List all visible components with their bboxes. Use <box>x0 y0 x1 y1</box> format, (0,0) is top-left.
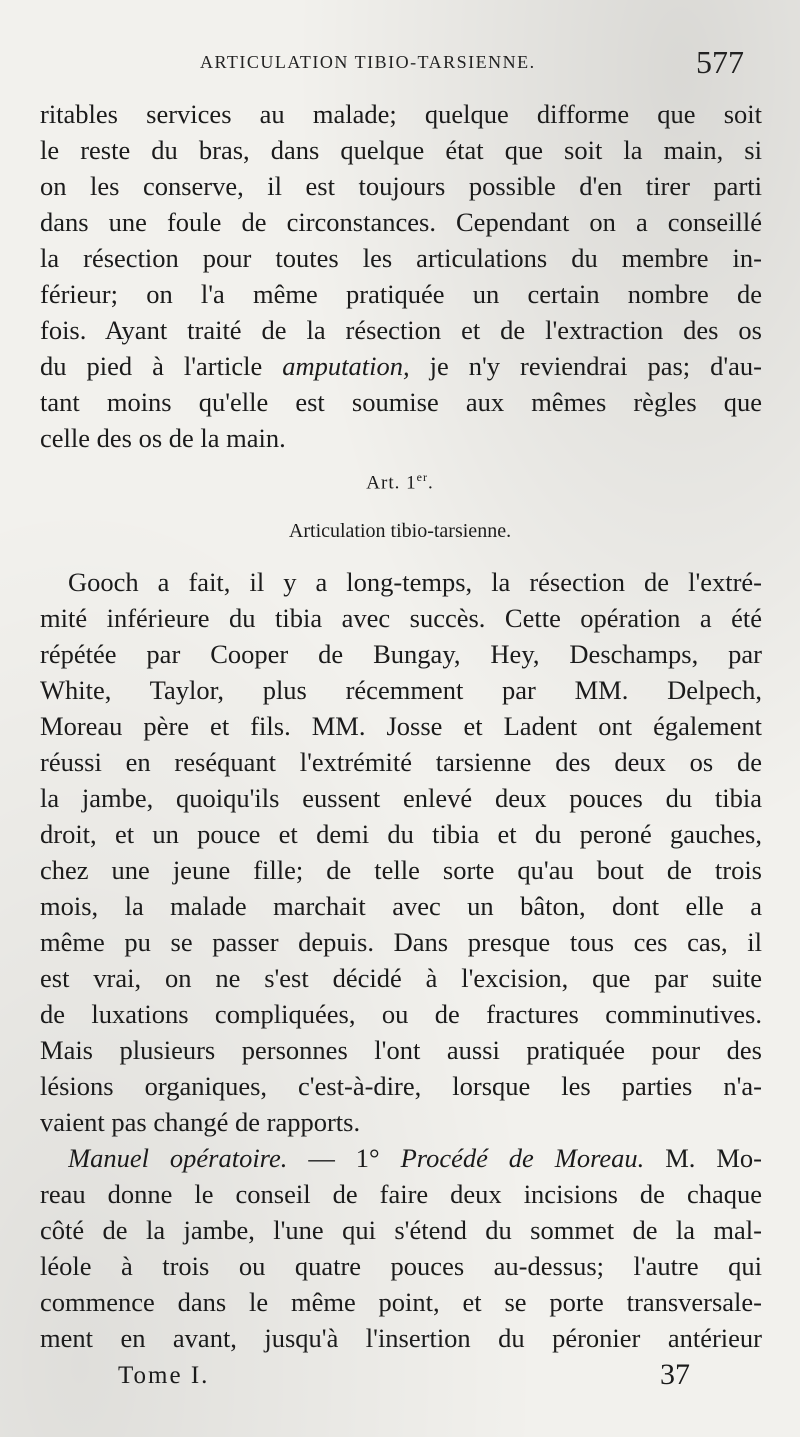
text-segment: je n'y reviendrai pas; d'au- <box>409 351 762 381</box>
article-heading <box>0 470 800 494</box>
text-line: réussi en reséquant l'extrémité tarsienne des deux os de <box>40 747 762 777</box>
text-line: chez une jeune fille; de telle sorte qu'au bout de trois <box>40 855 762 885</box>
text-line: droit, et un pouce et demi du tibia et du peroné gauches, <box>40 819 762 849</box>
text-line: Moreau père et fils. MM. Josse et Ladent ont également <box>40 711 762 741</box>
text-line: dans une foule de circonstances. Cependant on a conseillé <box>40 207 762 237</box>
text-line: répétée par Cooper de Bungay, Hey, Deschamps, par <box>40 639 762 669</box>
text-line <box>40 348 762 384</box>
article-period: . <box>427 472 434 494</box>
text-line: ment en avant, jusqu'à l'insertion du péronier antérieur <box>40 1323 762 1353</box>
text-line: léole à trois ou quatre pouces au-dessus; l'autre qui <box>40 1251 762 1281</box>
italic-term: amputation, <box>282 351 410 381</box>
text-line: on les conserve, il est toujours possible d'en tirer parti <box>40 171 762 201</box>
text-line: ritables services au malade; quelque difforme que soit <box>40 99 762 129</box>
text-line: tant moins qu'elle est soumise aux mêmes règles que <box>40 387 762 417</box>
text-line: Gooch a fait, il y a long-temps, la résection de l'extré- <box>68 567 762 597</box>
text-line: est vrai, on ne s'est décidé à l'excision, que par suite <box>40 963 762 993</box>
text-line: côté de la jambe, l'une qui s'étend du sommet de la mal- <box>40 1215 762 1245</box>
signature-mark: 37 <box>660 1358 690 1391</box>
text-segment: M. Mo- <box>644 1143 762 1173</box>
running-title: ARTICULATION TIBIO-TARSIENNE. <box>200 52 536 72</box>
text-line: même pu se passer depuis. Dans presque tous ces cas, il <box>40 927 762 957</box>
text-line: de luxations compliquées, ou de fractures comminutives. <box>40 999 762 1029</box>
text-segment: du pied à l'article <box>40 351 283 381</box>
text-line: Mais plusieurs personnes l'ont aussi pratiquée pour des <box>40 1035 762 1065</box>
text-segment: — 1° <box>287 1143 401 1173</box>
text-line: White, Taylor, plus récemment par MM. Delpech, <box>40 675 762 705</box>
text-line: lésions organiques, c'est-à-dire, lorsque les parties n'a- <box>40 1071 762 1101</box>
text-line: mité inférieure du tibia avec succès. Cette opération a été <box>40 603 762 633</box>
text-line: le reste du bras, dans quelque état que soit la main, si <box>40 135 762 165</box>
text-line: fois. Ayant traité de la résection et de l'extraction des os <box>40 315 762 345</box>
article-subtitle: Articulation tibio-tarsienne. <box>288 520 512 542</box>
text-line: mois, la malade marchait avec un bâton, dont elle a <box>40 891 762 921</box>
italic-heading: Manuel opératoire. <box>68 1143 288 1173</box>
page-number: 577 <box>696 44 744 80</box>
text-line: la jambe, quoiqu'ils eussent enlevé deux pouces du tibia <box>40 783 762 813</box>
text-line: la résection pour toutes les articulations du membre in- <box>40 243 762 273</box>
italic-heading: Procédé de Moreau. <box>400 1143 645 1173</box>
text-line: vaient pas changé de rapports. <box>40 1107 361 1137</box>
text-line: celle des os de la main. <box>40 423 286 453</box>
text-line: reau donne le conseil de faire deux incisions de chaque <box>40 1179 762 1209</box>
text-line: commence dans le même point, et se porte transversale- <box>40 1287 762 1317</box>
text-line: férieur; on l'a même pratiquée un certain nombre de <box>40 279 762 309</box>
article-superscript: er <box>416 470 428 484</box>
article-label: Art. 1 <box>366 472 417 494</box>
text-line <box>68 1140 762 1176</box>
volume-label: Tome I. <box>118 1362 210 1389</box>
